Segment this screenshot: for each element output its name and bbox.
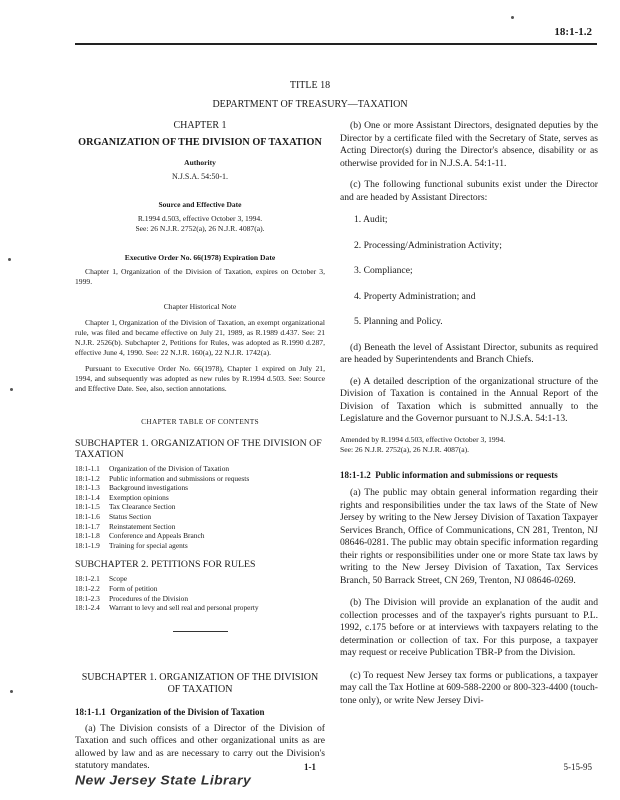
historical-note-p2: Pursuant to Executive Order No. 66(1978), Chapter 1 expired on July 21, 1994, and subsequently was adopted as new rules by R.1994 d.503. See: Source and Effective Date. See, also, section annotations. (75, 364, 325, 393)
list-item: 3. Compliance; (354, 265, 413, 276)
toc-entry-number: 18:1-2.2 (75, 583, 100, 593)
department-line: DEPARTMENT OF TREASURY—TAXATION (212, 99, 408, 110)
section2-paragraph-c: (c) To request New Jersey tax forms or publications, a taxpayer may call the Tax Hotline at 609-588-2200 or 800-323-4400 (touch-tone only), or write New Jersey Divi- (340, 669, 598, 706)
section-paragraph-a: (a) The Division consists of a Director of the Division of Taxation and such offices and other organizational units as are allowed by law and as are necessary to carry out the Division's statutory mandates. (75, 722, 325, 772)
toc-entry-number: 18:1-1.3 (75, 483, 100, 493)
amendment-note-2: See: 26 N.J.R. 2752(a), 26 N.J.R. 4087(a). (340, 444, 470, 454)
paragraph-e: (e) A detailed description of the organizational structure of the Division of Taxation is contained in the Annual Report of the Division of Taxation which is submitted annually to the Legislature and the Governor pursuant to N.J.S.A. 54:1-13. (340, 375, 598, 424)
right-column (340, 120, 598, 716)
toc-list-1 (75, 464, 325, 550)
toc-subchapter-2-heading: SUBCHAPTER 2. PETITIONS FOR RULES (75, 559, 256, 571)
header-rule (75, 43, 597, 45)
list-item: 2. Processing/Administration Activity; (354, 239, 502, 251)
toc-entry-number: 18:1-1.4 (75, 492, 100, 502)
toc-entry-number: 18:1-1.5 (75, 502, 100, 512)
historical-note-heading: Chapter Historical Note (163, 302, 237, 311)
list-item: 1. Audit; (354, 214, 388, 225)
toc-entry-number: 18:1-1.8 (75, 531, 100, 541)
chapter-heading: CHAPTER 1 (173, 120, 227, 131)
source-line-2: See: 26 N.J.R. 2752(a), 26 N.J.R. 4087(a). (135, 224, 265, 233)
scan-speck (10, 690, 13, 693)
toc-entry-number: 18:1-1.6 (75, 511, 100, 521)
section-divider (173, 631, 228, 632)
left-column (75, 120, 325, 773)
running-header: 18:1-1.2 (554, 26, 592, 38)
scan-speck (8, 258, 11, 261)
toc-entry-title: Form of petition (109, 583, 158, 593)
toc-entry-number: 18:1-2.1 (75, 574, 100, 584)
section2-paragraph-a: (a) The public may obtain general information regarding their rights and responsibilities under the tax laws of the State of New Jersey by writing to the New Jersey Division of Taxation Taxpayer Services Branch, Office of Communications, CN 281, Trenton, NJ 08646-0281. The public may obtain specific information regarding their rights or responsibilities under one or more State tax laws by writing to the New Jersey Division of Taxation, Tax Services Branch, 50 Barrack Street, CN 269, Trenton, NJ 08646-0269. (340, 487, 598, 586)
toc-entry-number: 18:1-1.7 (75, 521, 100, 531)
page-number: 1-1 (304, 762, 316, 772)
historical-note-p1: Chapter 1, Organization of the Division of Taxation, an exempt organizational rule, was filed and became effective on July 21, 1989, as R.1989 d.437. See: 21 N.J.R. 2526(b). Subchapter 2, Petitions for Rules, was adopted as R.1990 d.287, effective June 4, 1990. See: 22 N.J.R. 160(a), 22 N.J.R. 1742(a). (75, 318, 325, 357)
toc-entry-number: 18:1-2.3 (75, 593, 100, 603)
toc-entry-title: Warrant to levy and sell real and personal property (109, 603, 259, 613)
toc-entry-title: Background investigations (109, 483, 189, 493)
section-number-2: 18:1-1.2 (340, 469, 371, 480)
toc-entry-number: 18:1-1.9 (75, 540, 100, 550)
section-heading (75, 706, 325, 718)
subunit-list (354, 214, 598, 329)
paragraph-b: (b) One or more Assistant Directors, designated deputies by the Director by a certificate filed with the Secretary of State, serves as Acting Director(s) during the Director's absence, disability or as otherwise provided for in N.J.S.A. 54:1-11. (340, 120, 598, 169)
toc-entry-title: Exemption opinions (109, 492, 169, 502)
chapter-name: ORGANIZATION OF THE DIVISION OF TAXATION (78, 137, 322, 148)
toc-list-2 (75, 574, 325, 612)
toc-entry-title: Status Section (109, 511, 152, 521)
toc-heading: CHAPTER TABLE OF CONTENTS (141, 417, 259, 426)
section-heading-2 (340, 469, 598, 482)
list-item: 5. Planning and Policy. (354, 316, 443, 327)
toc-entry-title: Public information and submissions or requests (109, 473, 250, 483)
authority-heading: Authority (184, 158, 216, 167)
exec-order-text: Chapter 1, Organization of the Division of Taxation, expires on October 3, 1999. (75, 267, 325, 286)
section-title: Organization of the Division of Taxation (110, 706, 265, 717)
toc-entry-title: Reinstatement Section (109, 521, 176, 531)
library-stamp: New Jersey State Library (75, 772, 252, 788)
scan-speck (10, 388, 13, 391)
section-number: 18:1-1.1 (75, 706, 106, 717)
paragraph-c: (c) The following functional subunits exist under the Director and are headed by Assistant Directors: (340, 179, 598, 203)
scan-speck (511, 16, 514, 19)
subchapter-title: SUBCHAPTER 1. ORGANIZATION OF THE DIVISION OF TAXATION (81, 671, 319, 695)
source-line-1: R.1994 d.503, effective October 3, 1994. (137, 214, 263, 223)
section-title-2: Public information and submissions or requests (375, 469, 558, 480)
toc-entry-title: Organization of the Division of Taxation (109, 464, 230, 473)
toc-subchapter-1-heading: SUBCHAPTER 1. ORGANIZATION OF THE DIVISION OF TAXATION (75, 438, 322, 460)
toc-entry-number: 18:1-2.4 (75, 603, 100, 613)
source-heading: Source and Effective Date (158, 200, 242, 209)
toc-entry-number: 18:1-1.1 (75, 464, 100, 473)
toc-entry-number: 18:1-1.2 (75, 473, 100, 483)
toc-entry-title: Procedures of the Division (109, 593, 189, 603)
list-item: 4. Property Administration; and (354, 290, 476, 302)
toc-entry-title: Tax Clearance Section (109, 502, 176, 512)
section2-paragraph-b: (b) The Division will provide an explanation of the audit and collection processes and of the taxpayer's rights pursuant to P.L. 1992, c.175 before or at interviews with taxpayers relating to the determination or collection of tax. For this purpose, a taxpayer may request or receive Publication TBR-P from the Division. (340, 597, 598, 658)
exec-order-heading: Executive Order No. 66(1978) Expiration Date (124, 253, 276, 262)
toc-entry-title: Scope (109, 574, 128, 584)
toc-entry-title: Conference and Appeals Branch (109, 531, 205, 541)
paragraph-d: (d) Beneath the level of Assistant Director, subunits as required are headed by Superintendents and Branch Chiefs. (340, 341, 598, 365)
toc-entry-title: Training for special agents (109, 540, 188, 550)
title-line: TITLE 18 (289, 80, 331, 91)
page-date: 5-15-95 (563, 762, 592, 772)
authority-value: N.J.S.A. 54:50-1. (171, 172, 228, 181)
amendment-note-1: Amended by R.1994 d.503, effective October 3, 1994. (340, 434, 506, 444)
